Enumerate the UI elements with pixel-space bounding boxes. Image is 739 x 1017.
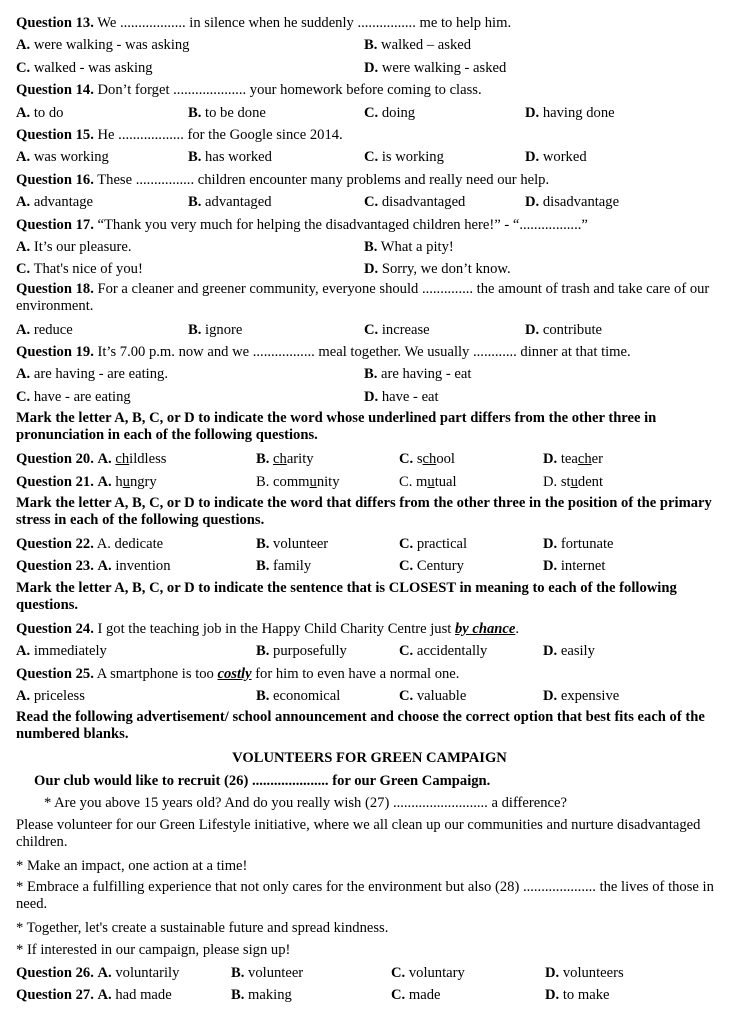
option: B. walked – asked <box>364 37 472 54</box>
option: D. Sorry, we don’t know. <box>364 261 511 278</box>
option: D. fortunate <box>543 536 614 553</box>
option: Question 20. A. childless <box>16 451 167 468</box>
option: B. advantaged <box>188 194 272 211</box>
option: D. volunteers <box>545 964 624 981</box>
q17-options-ab <box>16 236 723 258</box>
q19-options-ab <box>16 363 723 385</box>
question-27 <box>16 984 723 1006</box>
option: D. expensive <box>543 687 620 704</box>
option: B. has worked <box>188 149 272 166</box>
option: C. mutual <box>399 473 457 490</box>
option: C. practical <box>399 536 468 553</box>
option: B. making <box>231 987 292 1004</box>
q24-options <box>16 640 723 662</box>
option: C. voluntary <box>391 964 465 981</box>
option: A. priceless <box>16 687 85 704</box>
question-15: Question 15. He .................. for the Google since 2014. <box>16 126 343 143</box>
option: A. to do <box>16 104 64 121</box>
option: C. have - are eating <box>16 388 131 405</box>
option: A. was working <box>16 149 109 166</box>
ad-bullet: * Embrace a fulfilling experience that not only cares for the environment but also (28) .................... the lives of those in need. <box>16 878 714 912</box>
question-20 <box>16 448 723 470</box>
instruction-reading: Read the following advertisement/ school announcement and choose the correct option that best fits each of the numbered blanks. <box>16 709 705 743</box>
instruction-closest: Mark the letter A, B, C, or D to indicate the sentence that is CLOSEST in meaning to each of the following questions. <box>16 579 677 613</box>
q14-options <box>16 102 723 124</box>
question-13: Question 13. We .................. in silence when he suddenly ................ me to help him. <box>16 15 512 31</box>
option: D. teacher <box>543 451 603 468</box>
q16-options <box>16 191 723 213</box>
question-19: Question 19. It’s 7.00 p.m. now and we ................. meal together. We usually ............ dinner at that time. <box>16 344 631 361</box>
option: Question 27. A. had made <box>16 987 172 1004</box>
option: B. to be done <box>188 104 266 121</box>
q13-options-ab <box>16 34 723 56</box>
option: C. accidentally <box>399 643 488 660</box>
option: D. internet <box>543 558 606 575</box>
instruction-pronunciation: Mark the letter A, B, C, or D to indicate the word whose underlined part differs from the other three in pronunciation in each of the following questions. <box>16 410 657 444</box>
option: C. That's nice of you! <box>16 261 143 278</box>
q13-options-cd <box>16 57 723 79</box>
ad-bullet: * Together, let's create a sustainable future and spread kindness. <box>16 919 389 936</box>
question-22 <box>16 533 723 555</box>
option: D. easily <box>543 643 595 660</box>
question-14: Question 14. Don’t forget .................... your homework before coming to class. <box>16 82 482 99</box>
q25-options <box>16 685 723 707</box>
option: Question 22. A. dedicate <box>16 536 164 553</box>
option: Question 21. A. hungry <box>16 473 157 490</box>
question-25: Question 25. A smartphone is too costly for him to even have a normal one. <box>16 665 460 682</box>
option: C. increase <box>364 321 430 338</box>
ad-line-27: * Are you above 15 years old? And do you really wish (27) .......................... a difference? <box>44 795 567 812</box>
option: B. ignore <box>188 321 243 338</box>
option: A. were walking - was asking <box>16 37 190 54</box>
option: C. disadvantaged <box>364 194 466 211</box>
option: B. family <box>256 558 312 575</box>
ad-paragraph: Please volunteer for our Green Lifestyle initiative, where we all clean up our communities and nurture disadvantaged children. <box>16 816 701 850</box>
ad-bullet: * Make an impact, one action at a time! <box>16 857 248 874</box>
option: B. economical <box>256 687 341 704</box>
question-23 <box>16 555 723 577</box>
option: D. to make <box>545 987 610 1004</box>
option: D. disadvantage <box>525 194 620 211</box>
option: C. walked - was asking <box>16 59 153 76</box>
option: C. school <box>399 451 455 468</box>
option: D. were walking - asked <box>364 59 507 76</box>
q15-options <box>16 146 723 168</box>
option: B. charity <box>256 451 314 468</box>
ad-bullet: * If interested in our campaign, please sign up! <box>16 942 291 959</box>
option: C. doing <box>364 104 416 121</box>
question-16: Question 16. These ................ children encounter many problems and really need our help. <box>16 171 550 188</box>
option: B. are having - eat <box>364 366 472 383</box>
option: C. Century <box>399 558 464 575</box>
option: D. contribute <box>525 321 603 338</box>
question-18: Question 18. For a cleaner and greener community, everyone should .............. the amount of trash and take care of our environment. <box>16 280 710 314</box>
question-17: Question 17. “Thank you very much for helping the disadvantaged children here!” - “.................” <box>16 216 588 233</box>
instruction-stress: Mark the letter A, B, C, or D to indicate the word that differs from the other three in the position of the primary stress in each of the following questions. <box>16 495 712 529</box>
question-26 <box>16 962 723 984</box>
question-24: Question 24. I got the teaching job in the Happy Child Charity Centre just by chance. <box>16 620 520 637</box>
option: C. made <box>391 987 441 1004</box>
option: A. immediately <box>16 643 107 660</box>
option: B. purposefully <box>256 643 347 660</box>
option: A. advantage <box>16 194 94 211</box>
option: B. community <box>256 473 340 490</box>
option: A. reduce <box>16 321 73 338</box>
option: C. valuable <box>399 687 467 704</box>
ad-title: VOLUNTEERS FOR GREEN CAMPAIGN <box>232 750 507 767</box>
ad-recruit-line: Our club would like to recruit (26) ..................... for our Green Campaign. <box>34 772 491 789</box>
option: D. student <box>543 473 604 490</box>
option: A. are having - are eating. <box>16 366 168 383</box>
option: B. volunteer <box>231 964 304 981</box>
q17-options-cd <box>16 258 723 280</box>
option: B. volunteer <box>256 536 329 553</box>
q18-options <box>16 319 723 341</box>
option: A. It’s our pleasure. <box>16 238 132 255</box>
option: C. is working <box>364 149 444 166</box>
option: D. have - eat <box>364 388 439 405</box>
option: B. What a pity! <box>364 238 454 255</box>
option: D. having done <box>525 104 615 121</box>
option: Question 23. A. invention <box>16 558 171 575</box>
option: D. worked <box>525 149 587 166</box>
option: Question 26. A. voluntarily <box>16 964 180 981</box>
q19-options-cd <box>16 386 723 408</box>
question-21 <box>16 471 723 493</box>
